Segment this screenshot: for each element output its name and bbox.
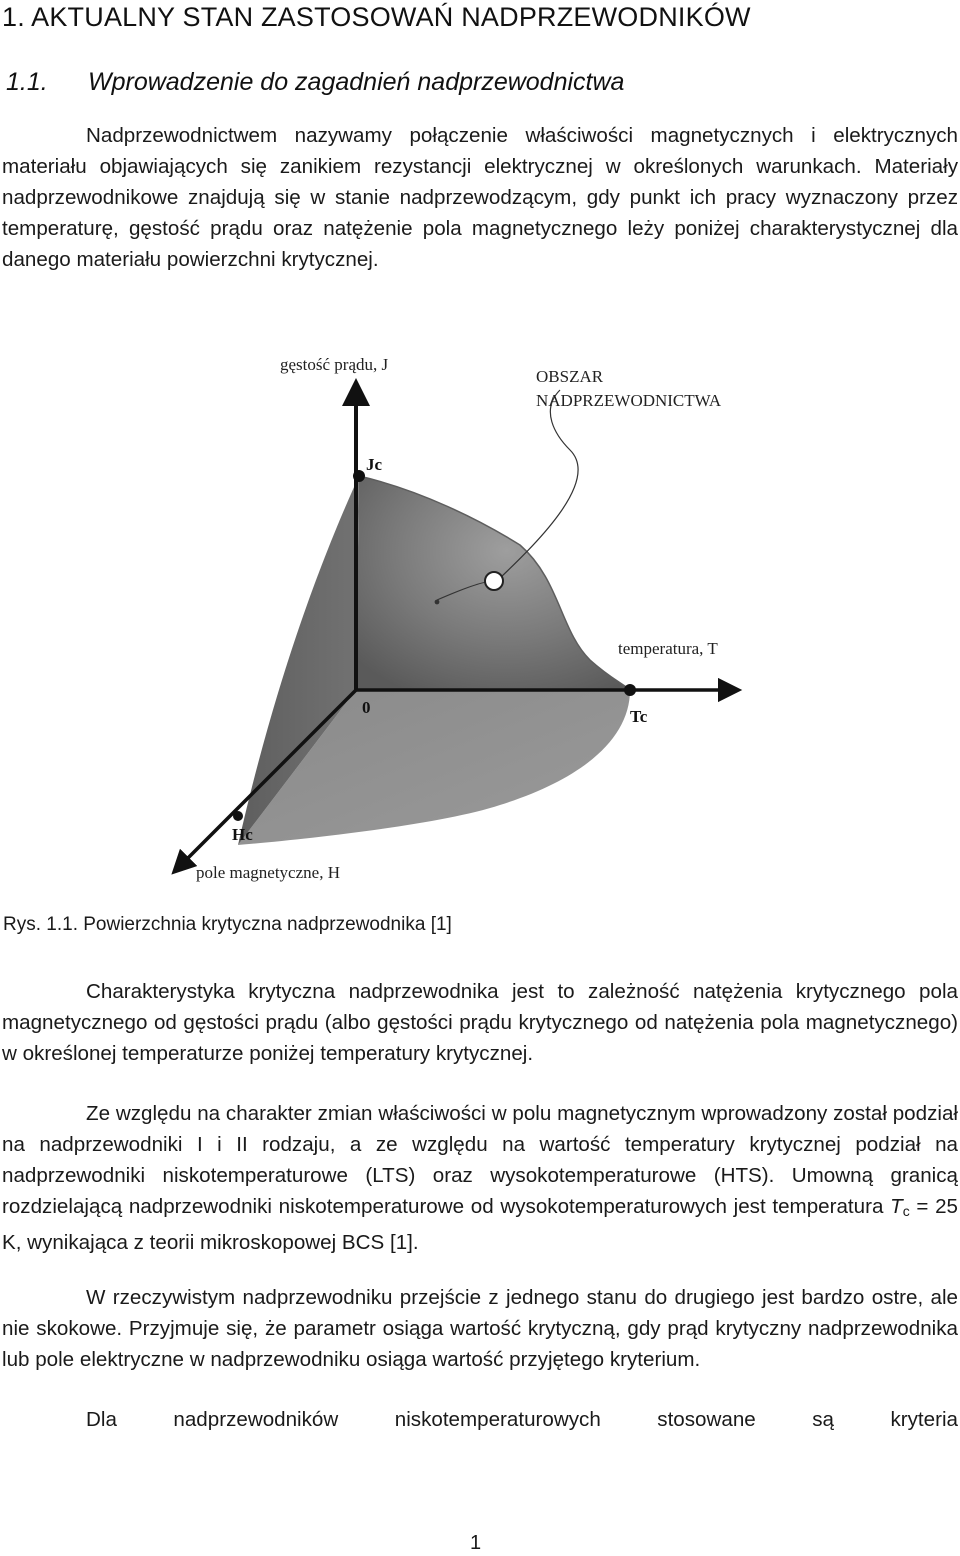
figure-caption: Rys. 1.1. Powierzchnia krytyczna nadprzewodnika [1] xyxy=(3,914,452,935)
tc-subscript: c xyxy=(902,1203,910,1219)
axis-h-label: pole magnetyczne, H xyxy=(196,863,340,882)
region-label-line2: NADPRZEWODNICTWA xyxy=(536,391,722,410)
jc-label: Jc xyxy=(366,455,383,474)
paragraph-classification xyxy=(2,1098,958,1258)
operating-point xyxy=(485,572,503,590)
paragraph-characteristic: Charakterystyka krytyczna nadprzewodnika jest to zależność natężenia krytycznego pola magnetycznego od gęstości prądu (albo gęstości prądu krytycznego od natężenia pola magnetycznego) w określonej temperaturze poniżej temperatury krytycznej. xyxy=(2,980,958,1065)
hc-point xyxy=(233,811,243,821)
tc-symbol: T xyxy=(890,1195,903,1218)
paragraph-criteria: Dla nadprzewodników niskotemperaturowych stosowane są kryteria xyxy=(86,1408,958,1431)
hc-label: Hc xyxy=(232,825,253,844)
axis-t-label: temperatura, T xyxy=(618,639,718,658)
section-heading xyxy=(6,68,624,97)
origin-label: 0 xyxy=(362,698,371,717)
classification-text-b: = 25 K, wynikająca z teorii mikroskopowej BCS [1]. xyxy=(2,1195,958,1254)
section-number: 1.1. xyxy=(6,68,48,96)
paragraph-transition: W rzeczywistym nadprzewodniku przejście z jednego stanu do drugiego jest bardzo ostre, ale nie skokowe. Przyjmuje się, że parametr osiąga wartość krytyczną, gdy prąd krytyczny nadprzewodnika lub pole elektryczne w nadprzewodniku osiąga wartość przyjętego kryterium. xyxy=(2,1286,958,1371)
section-title: Wprowadzenie do zagadnień nadprzewodnictwa xyxy=(88,68,625,96)
tc-label: Tc xyxy=(630,707,648,726)
jc-point xyxy=(353,470,365,482)
critical-surface-figure xyxy=(160,340,800,892)
paragraph-intro: Nadprzewodnictwem nazywamy połączenie właściwości magnetycznych i elektrycznych materiału objawiających się zanikiem rezystancji elektrycznej w określonych warunkach. Materiały nadprzewodnikowe znajdują się w stanie nadprzewodzącym, gdy punkt ich pracy wyznaczony przez temperaturę, gęstość prądu oraz natężenie pola magnetycznego leży poniżej charakterystycznej dla danego materiału powierzchni krytycznej. xyxy=(2,124,958,271)
page-number: 1 xyxy=(470,1532,482,1554)
axis-j-label: gęstość prądu, J xyxy=(280,355,389,374)
tc-point xyxy=(624,684,636,696)
classification-text-a: Ze względu na charakter zmian właściwości w polu magnetycznym wprowadzony został podział na nadprzewodniki I i II rodzaju, a ze względu na wartość temperatury krytycznej podział na nadprzewodniki niskotemperaturowe (LTS) oraz wysokotemperaturowe (HTS). Umowną granicą rozdzielającą nadprzewodniki niskotemperaturowe od wysokotemperaturowych jest temperatura xyxy=(2,1102,958,1218)
chapter-title: 1. AKTUALNY STAN ZASTOSOWAŃ NADPRZEWODNIKÓW xyxy=(2,2,751,32)
region-label-line1: OBSZAR xyxy=(536,367,604,386)
